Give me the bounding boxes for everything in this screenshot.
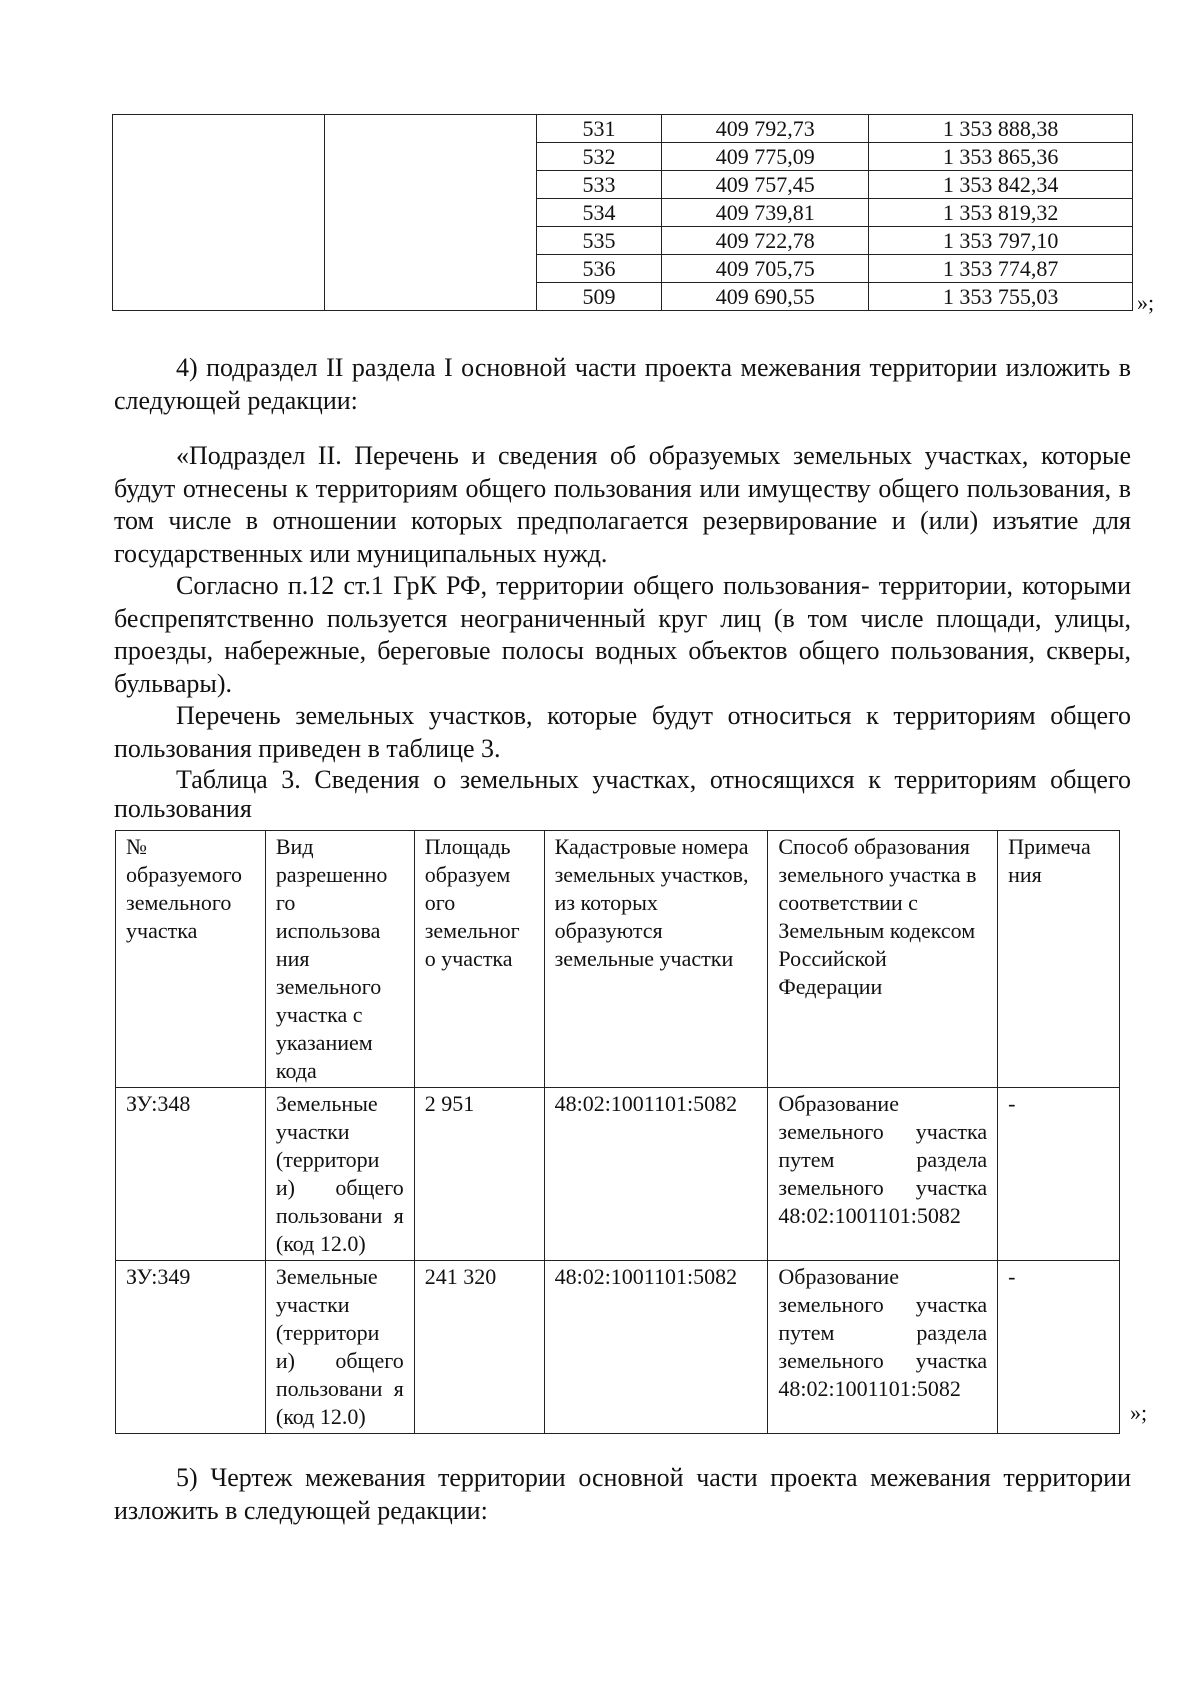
- table-row: [113, 115, 1133, 143]
- note: -: [998, 1261, 1120, 1434]
- note: -: [998, 1088, 1120, 1261]
- header-area: Площадь образуем ого земельног о участка: [414, 831, 544, 1088]
- x-coordinate: 409 775,09: [662, 143, 869, 171]
- x-coordinate: 409 757,45: [662, 171, 869, 199]
- header-notes: Примеча ния: [998, 831, 1120, 1088]
- header-cadastral-numbers: Кадастровые номера земельных участков, из которых образуются земельные участки: [544, 831, 768, 1088]
- x-coordinate: 409 739,81: [662, 199, 869, 227]
- land-plots-table: [115, 830, 1120, 1434]
- table-caption: Таблица 3. Сведения о земельных участках, относящихся к территориям общего пользования: [114, 765, 1131, 823]
- x-coordinate: 409 690,55: [662, 283, 869, 311]
- coordinate-table: [112, 114, 1133, 311]
- y-coordinate: 1 353 797,10: [869, 227, 1133, 255]
- table-row: [116, 1088, 1120, 1261]
- cadastral-number: 48:02:1001101:5082: [544, 1088, 768, 1261]
- header-formation-method: Способ образования земельного участка в соответствии с Земельным кодексом Российской Федерации: [768, 831, 998, 1088]
- point-number: 535: [536, 227, 662, 255]
- closing-quote: »;: [1137, 290, 1155, 315]
- y-coordinate: 1 353 842,34: [869, 171, 1133, 199]
- paragraph-subsection-title: «Подраздел II. Перечень и сведения об образуемых земельных участках, которые будут отнесены к территориям общего пользования или имуществу общего пользования, в том числе в отношении которых предполагается резервирование и (или) изъятие для государственных или муниципальных нужд.: [114, 441, 1131, 568]
- plot-area: 2 951: [414, 1088, 544, 1261]
- paragraph-item-4: 4) подраздел II раздела I основной части проекта межевания территории изложить в следующей редакции:: [114, 353, 1131, 415]
- paragraph-item-5: 5) Чертеж межевания территории основной части проекта межевания территории изложить в следующей редакции:: [114, 1463, 1131, 1525]
- point-number: 531: [536, 115, 662, 143]
- formation-method: Образование земельного участка путем раздела земельного участка 48:02:1001101:5082: [768, 1261, 998, 1434]
- empty-cell: [113, 115, 325, 311]
- y-coordinate: 1 353 888,38: [869, 115, 1133, 143]
- point-number: 533: [536, 171, 662, 199]
- y-coordinate: 1 353 755,03: [869, 283, 1133, 311]
- y-coordinate: 1 353 819,32: [869, 199, 1133, 227]
- table-row: [116, 1261, 1120, 1434]
- closing-quote: »;: [1130, 1400, 1148, 1425]
- empty-cell: [324, 115, 536, 311]
- table-header-row: [116, 831, 1120, 1088]
- formation-method: Образование земельного участка путем раздела земельного участка 48:02:1001101:5082: [768, 1088, 998, 1261]
- point-number: 534: [536, 199, 662, 227]
- plot-number: ЗУ:349: [116, 1261, 266, 1434]
- x-coordinate: 409 792,73: [662, 115, 869, 143]
- point-number: 536: [536, 255, 662, 283]
- point-number: 532: [536, 143, 662, 171]
- cadastral-number: 48:02:1001101:5082: [544, 1261, 768, 1434]
- paragraph-grk-definition: Согласно п.12 ст.1 ГрК РФ, территории общего пользования- территории, которыми беспрепятственно пользуется неограниченный круг лиц (в том числе площади, улицы, проезды, набережные, береговые полосы водных объектов общего пользования, скверы, бульвары).: [114, 571, 1131, 698]
- plot-area: 241 320: [414, 1261, 544, 1434]
- permitted-use: Земельные участки (территори и) общего пользовани я (код 12.0): [265, 1261, 414, 1434]
- paragraph-list-reference: Перечень земельных участков, которые будут относиться к территориям общего пользования приведен в таблице 3.: [114, 701, 1131, 763]
- y-coordinate: 1 353 774,87: [869, 255, 1133, 283]
- plot-number: ЗУ:348: [116, 1088, 266, 1261]
- permitted-use: Земельные участки (территори и) общего пользовани я (код 12.0): [265, 1088, 414, 1261]
- x-coordinate: 409 705,75: [662, 255, 869, 283]
- point-number: 509: [536, 283, 662, 311]
- header-permitted-use: Вид разрешенно го использова ния земельного участка с указанием кода: [265, 831, 414, 1088]
- header-plot-number: № образуемого земельного участка: [116, 831, 266, 1088]
- y-coordinate: 1 353 865,36: [869, 143, 1133, 171]
- x-coordinate: 409 722,78: [662, 227, 869, 255]
